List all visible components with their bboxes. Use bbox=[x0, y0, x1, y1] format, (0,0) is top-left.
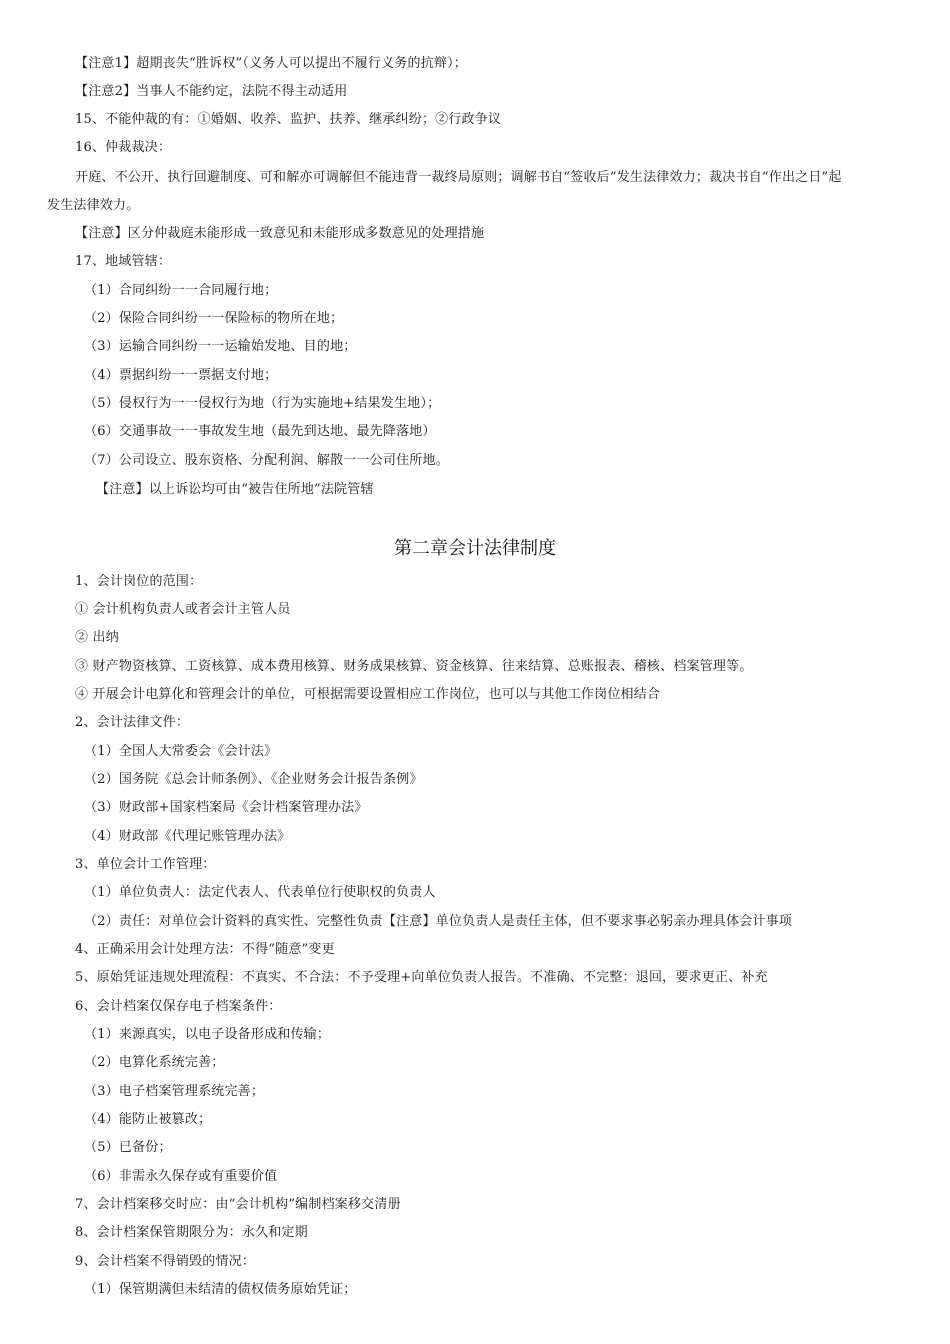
item-17-list-item: （2）保险合同纠纷一一保险标的物所在地； bbox=[84, 311, 344, 326]
ch2-item-6-list-item: （4）能防止被篡改； bbox=[84, 1112, 212, 1127]
item-17-list-item: （6）交通事故一一事故发生地（最先到达地、最先降落地） bbox=[84, 424, 436, 439]
item-17-list-item: （5）侵权行为一一侵权行为地（行为实施地+结果发生地）； bbox=[84, 396, 441, 411]
ch2-item-6-list-item: （1）来源真实，以电子设备形成和传输； bbox=[84, 1027, 331, 1042]
ch2-item-2-list-item: （4）财政部《代理记账管理办法》 bbox=[84, 829, 291, 844]
item-16-paragraph-line2: 发生法律效力。 bbox=[47, 198, 140, 213]
item-17-list-item: （3）运输合同纠纷一一运输始发地、目的地； bbox=[84, 339, 357, 354]
item-16-paragraph-line1: 开庭、不公开、执行回避制度、可和解亦可调解但不能违背一裁终局原则；调解书自“签收后”发生法律效力；裁决书自“作出之日”起 bbox=[75, 170, 842, 185]
item-17-note: 【注意】以上诉讼均可由“被告住所地”法院管辖 bbox=[96, 482, 374, 497]
ch2-item-3-list-item: （1）单位负责人：法定代表人、代表单位行使职权的负责人 bbox=[84, 885, 436, 900]
ch2-item-2-list-item: （2）国务院《总会计师条例》、《企业财务会计报告条例》 bbox=[84, 772, 423, 787]
ch2-item-3-list-item: （2）责任：对单位会计资料的真实性、完整性负责【注意】单位负责人是责任主体，但不要求事必躬亲办理具体会计事项 bbox=[84, 914, 793, 929]
ch2-item-6-list-item: （3）电子档案管理系统完善； bbox=[84, 1084, 265, 1099]
ch2-item-8: 8、会计档案保管期限分为：永久和定期 bbox=[75, 1225, 308, 1240]
ch2-item-2: 2、会计法律文件： bbox=[75, 715, 190, 730]
item-17-list-item: （4）票据纠纷一一票据支付地； bbox=[84, 368, 278, 383]
item-16-note: 【注意】区分仲裁庭未能形成一致意见和未能形成多数意见的处理措施 bbox=[75, 226, 485, 241]
ch2-item-3: 3、单位会计工作管理： bbox=[75, 857, 216, 872]
ch2-item-5: 5、原始凭证违规处理流程：不真实、不合法：不予受理+向单位负责人报告。不准确、不完整：退回，要求更正、补充 bbox=[75, 970, 768, 985]
ch2-item-2-list-item: （3）财政部+国家档案局《会计档案管理办法》 bbox=[84, 800, 368, 815]
ch2-item-7: 7、会计档案移交时应：由“会计机构”编制档案移交清册 bbox=[75, 1197, 401, 1212]
item-17-list-item: （7）公司设立、股东资格、分配利润、解散一一公司住所地。 bbox=[84, 453, 449, 468]
ch2-item-6: 6、会计档案仅保存电子档案条件： bbox=[75, 999, 282, 1014]
ch2-item-1-list-item: ① 会计机构负责人或者会计主管人员 bbox=[75, 602, 291, 617]
ch2-item-2-list-item: （1）全国人大常委会《会计法》 bbox=[84, 744, 278, 759]
item-15: 15、不能仲裁的有：①婚姻、收养、监护、扶养、继承纠纷；②行政争议 bbox=[75, 112, 502, 127]
ch2-item-9-list-item: （1）保管期满但未结清的债权债务原始凭证； bbox=[84, 1282, 357, 1297]
ch2-item-6-list-item: （2）电算化系统完善； bbox=[84, 1055, 225, 1070]
note-2: 【注意2】当事人不能约定，法院不得主动适用 bbox=[75, 84, 348, 99]
item-17: 17、地域管辖： bbox=[75, 254, 172, 269]
note-1: 【注意1】超期丧失“胜诉权”（义务人可以提出不履行义务的抗辩）； bbox=[75, 56, 467, 71]
item-16: 16、仲裁裁决： bbox=[75, 140, 172, 155]
ch2-item-4: 4、正确采用会计处理方法：不得“随意”变更 bbox=[75, 942, 335, 957]
ch2-item-9: 9、会计档案不得销毁的情况： bbox=[75, 1254, 256, 1269]
ch2-item-6-list-item: （6）非需永久保存或有重要价值 bbox=[84, 1169, 278, 1184]
chapter-title: 第二章会计法律制度 bbox=[394, 538, 556, 559]
ch2-item-1-list-item: ② 出纳 bbox=[75, 630, 119, 645]
ch2-item-1-list-item: ③ 财产物资核算、工资核算、成本费用核算、财务成果核算、资金核算、往来结算、总账报表、稽核、档案管理等。 bbox=[75, 659, 753, 674]
item-17-list-item: （1）合同纠纷一一合同履行地； bbox=[84, 283, 278, 298]
ch2-item-1-list-item: ④ 开展会计电算化和管理会计的单位，可根据需要设置相应工作岗位，也可以与其他工作岗位相结合 bbox=[75, 687, 661, 702]
ch2-item-1: 1、会计岗位的范围： bbox=[75, 574, 203, 589]
ch2-item-6-list-item: （5）已备份； bbox=[84, 1140, 172, 1155]
